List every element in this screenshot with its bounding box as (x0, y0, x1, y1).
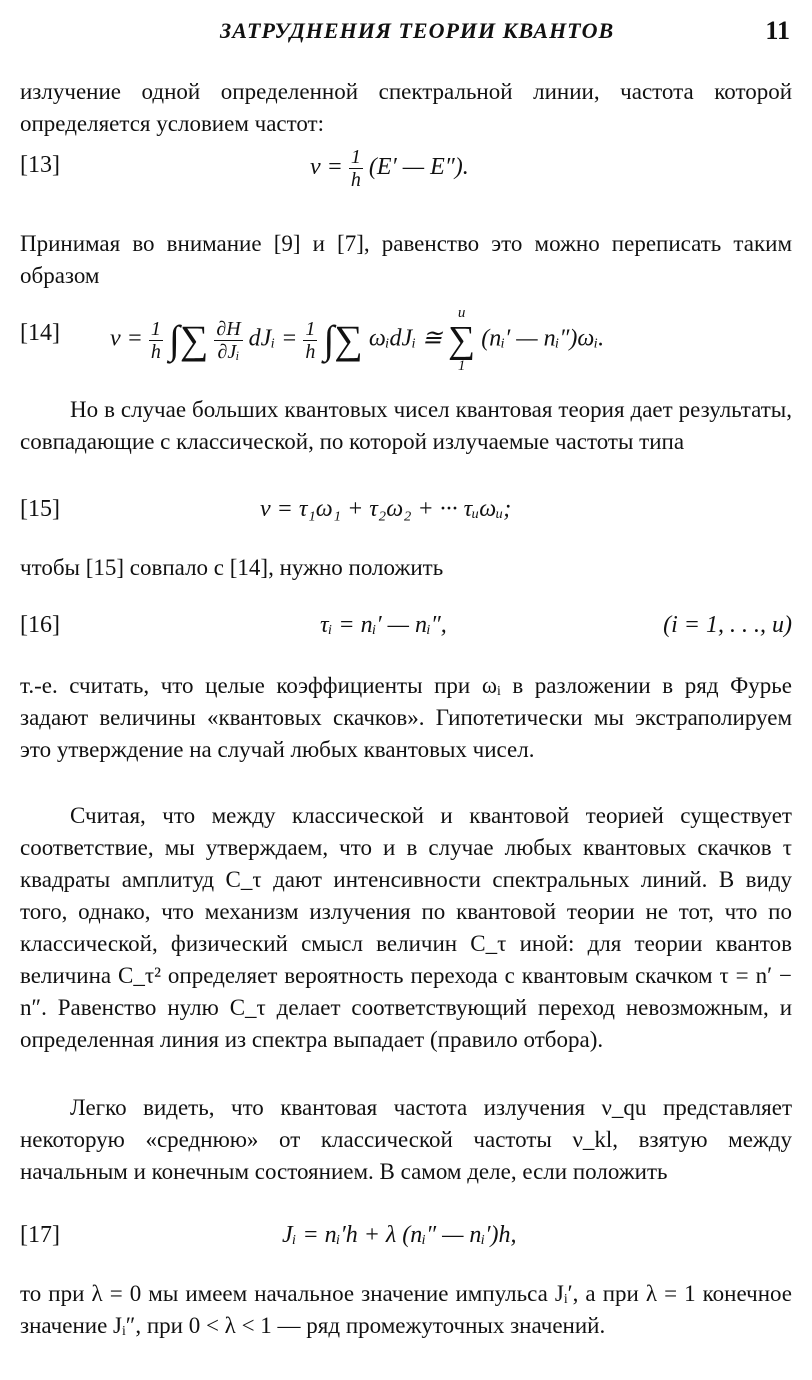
equation-13 (20, 146, 792, 190)
denominator: h (305, 340, 316, 363)
partial-fraction (214, 318, 242, 363)
paragraph-1: излучение одной определенной спектральной линии, частота которой определяется условием частот: (20, 79, 792, 136)
equation-label: [16] (20, 612, 60, 638)
sum-with-limits (448, 306, 475, 374)
integral-sign: ∫∑ (168, 317, 209, 362)
sum-sign: ∑ (448, 319, 476, 361)
equation-14 (20, 298, 792, 378)
denominator: h (150, 340, 161, 363)
eq14-tail: ωᵢdJᵢ ≅ (368, 325, 443, 352)
eq14-end: (nᵢ′ — nᵢ″)ωᵢ. (481, 325, 605, 352)
denominator: ∂Jᵢ (217, 340, 240, 363)
numerator: 1 (305, 317, 316, 340)
eq14-lhs: ν = (110, 325, 143, 352)
denominator: h (350, 169, 361, 191)
sum-lower-limit: 1 (457, 358, 466, 374)
fraction (149, 318, 163, 363)
equation-label: [14] (20, 320, 60, 346)
equation-body: τᵢ = nᵢ′ — nᵢ″, (320, 612, 447, 638)
sum-upper-limit: u (457, 305, 466, 321)
integral-sign: ∫∑ (323, 317, 363, 362)
fraction (303, 318, 317, 363)
eq13-rhs: (E′ — E″). (368, 154, 469, 181)
equation-17 (20, 1216, 792, 1260)
equation-body (310, 146, 469, 191)
running-title: ЗАТРУДНЕНИЯ ТЕОРИИ КВАНТОВ (220, 18, 615, 43)
paragraph-6: Считая, что между классической и квантовой теорией существует соответствие, мы утверждаем, что и в случае любых квантовых скачков τ квадраты амплитуд C_τ дают интенсивности спектральных линий. В виду того, однако, что механизм излучения по квантовой теории не тот, что по классической, физический смысл величин C_τ иной: для теории квантов величина C_τ² определяет вероятность перехода с квантовым скачком τ = n′ − n″. Равенство нулю C_τ делает соответствующий переход невозможным, и определенная линия из спектра выпадает (правило отбора). (20, 803, 792, 1052)
numerator: 1 (350, 146, 361, 168)
equation-label: [13] (20, 152, 60, 178)
eq13-lhs: ν = (310, 154, 343, 181)
equation-body: Jᵢ = nᵢ′h + λ (nᵢ″ — nᵢ′)h, (282, 1222, 517, 1248)
equation-label: [17] (20, 1222, 60, 1248)
numerator: 1 (150, 317, 161, 340)
equation-body (110, 306, 604, 374)
paragraph-2: Принимая во внимание [9] и [7], равенство это можно переписать таким образом (20, 231, 792, 288)
paragraph-4: чтобы [15] совпало с [14], нужно положить (20, 555, 444, 580)
equation-16 (20, 606, 792, 650)
equation-label: [15] (20, 496, 60, 522)
paragraph-5: т.-е. считать, что целые коэффициенты при ωᵢ в разложении в ряд Фурье задают величины «квантовых скачков». Гипотетически мы экстраполируем это утверждение на случай любых квантовых чисел. (20, 673, 792, 762)
paragraph-7: Легко видеть, что квантовая частота излучения ν_qu представляет некоторую «среднюю» от классической частоты ν_kl, взятую между начальным и конечным состоянием. В самом деле, если положить (20, 1095, 792, 1184)
paragraph-8: то при λ = 0 мы имеем начальное значение импульса Jᵢ′, а при λ = 1 конечное значение Jᵢ″, при 0 < λ < 1 — ряд промежуточных значений. (20, 1281, 792, 1338)
equation-body: ν = τ₁ω₁ + τ₂ω₂ + ··· τᵤωᵤ; (260, 496, 512, 522)
eq14-mid: dJᵢ = (248, 325, 298, 352)
equation-15 (20, 490, 792, 534)
numerator: ∂H (216, 317, 241, 340)
page-number: 11 (765, 16, 790, 45)
fraction (349, 146, 363, 191)
paragraph-3: Но в случае больших квантовых чисел квантовая теория дает результаты, совпадающие с классической, по которой излучаемые частоты типа (20, 397, 792, 454)
page-header (0, 14, 812, 50)
index-range: (i = 1, . . ., u) (663, 612, 792, 638)
